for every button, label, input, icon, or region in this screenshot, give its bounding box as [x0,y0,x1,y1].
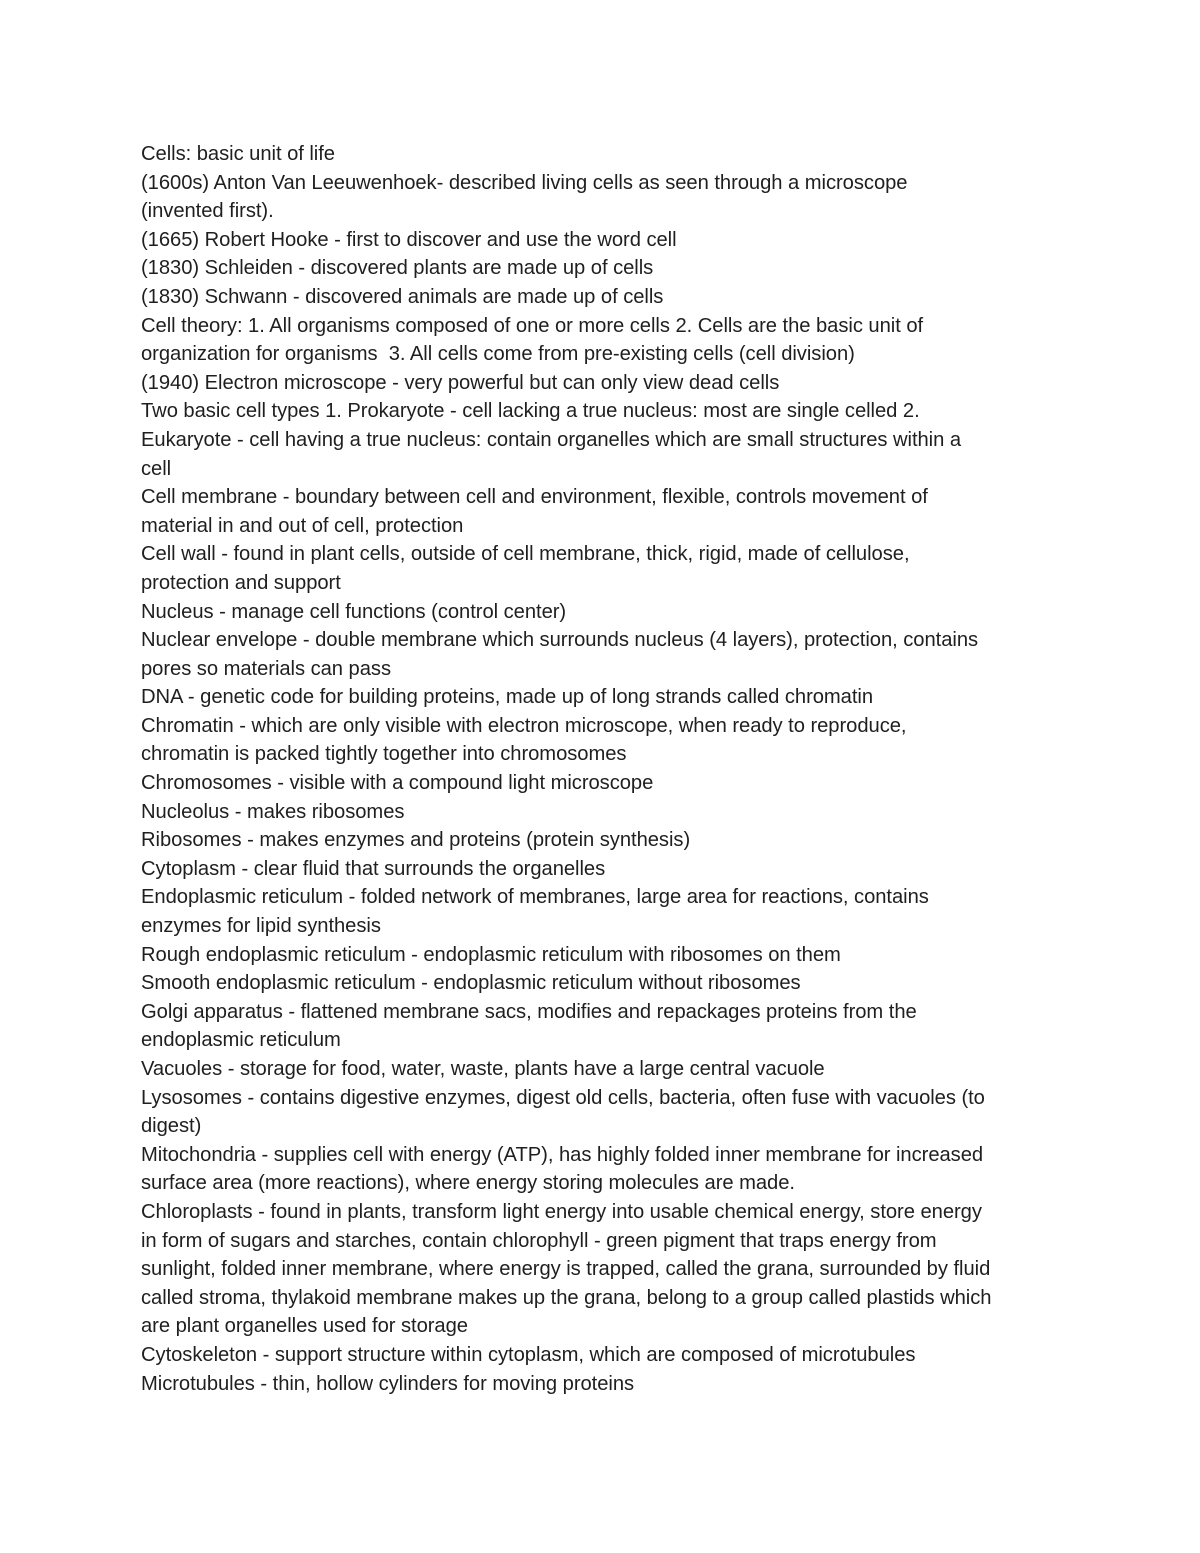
text-line: Cells: basic unit of life [141,143,335,165]
text-line: organization for organisms 3. All cells come from pre-existing cells (cell division) [141,343,855,366]
text-line: Ribosomes - makes enzymes and proteins (protein synthesis) [141,829,691,852]
text-line: Chromosomes - visible with a compound light microscope [141,772,654,795]
text-line: Lysosomes - contains digestive enzymes, digest old cells, bacteria, often fuse with vacuoles (to [141,1086,985,1109]
text-line: Nucleus - manage cell functions (control center) [141,600,567,623]
text-line: protection and support [141,571,341,594]
text-line: enzymes for lipid synthesis [141,915,381,938]
text-line: Smooth endoplasmic reticulum - endoplasmic reticulum without ribosomes [141,972,801,995]
text-line: (1830) Schleiden - discovered plants are made up of cells [141,257,654,280]
text-line: Cell wall - found in plant cells, outside of cell membrane, thick, rigid, made of cellulose, [141,543,910,566]
text-line: Nuclear envelope - double membrane which surrounds nucleus (4 layers), protection, contains [141,629,979,652]
text-line: Rough endoplasmic reticulum - endoplasmic reticulum with ribosomes on them [141,943,841,966]
text-line: Cytoskeleton - support structure within cytoplasm, which are composed of microtubules [141,1343,916,1366]
text-line: Vacuoles - storage for food, water, waste, plants have a large central vacuole [141,1058,825,1080]
text-line: Golgi apparatus - flattened membrane sacs, modifies and repackages proteins from the [141,1000,917,1023]
text-line: (1665) Robert Hooke - first to discover and use the word cell [141,228,677,251]
text-line: surface area (more reactions), where energy storing molecules are made. [141,1172,795,1195]
text-line: material in and out of cell, protection [141,514,464,537]
text-line: Chloroplasts - found in plants, transform light energy into usable chemical energy, store energy [141,1200,982,1223]
text-line: Microtubules - thin, hollow cylinders for moving proteins [141,1372,635,1395]
document-body [141,140,1071,1398]
text-line: are plant organelles used for storage [141,1315,468,1338]
text-line: (1600s) Anton Van Leeuwenhoek- described living cells as seen through a microscope [141,171,908,194]
text-line: digest) [141,1115,202,1138]
text-line: Nucleolus - makes ribosomes [141,800,405,823]
text-line: Cytoplasm - clear fluid that surrounds the organelles [141,857,606,880]
text-line: Chromatin - which are only visible with electron microscope, when ready to reproduce, [141,714,907,737]
text-line: Mitochondria - supplies cell with energy (ATP), has highly folded inner membrane for increased [141,1143,984,1166]
text-line: Cell theory: 1. All organisms composed of one or more cells 2. Cells are the basic unit of [141,314,924,337]
text-line: chromatin is packed tightly together into chromosomes [141,743,627,766]
text-line: in form of sugars and starches, contain chlorophyll - green pigment that traps energy from [141,1229,937,1252]
text-line: (invented first). [141,200,274,223]
text-line: called stroma, thylakoid membrane makes up the grana, belong to a group called plastids which [141,1286,992,1309]
text-line: cell [141,457,172,480]
text-line: Endoplasmic reticulum - folded network of membranes, large area for reactions, contains [141,886,929,909]
text-line: Eukaryote - cell having a true nucleus: contain organelles which are small structures within a [141,428,962,451]
text-line: endoplasmic reticulum [141,1029,341,1052]
text-line: (1830) Schwann - discovered animals are made up of cells [141,285,664,308]
text-line: pores so materials can pass [141,657,391,680]
text-line: Cell membrane - boundary between cell and environment, flexible, controls movement of [141,486,928,509]
text-line: sunlight, folded inner membrane, where energy is trapped, called the grana, surrounded by fluid [141,1258,991,1281]
text-line: (1940) Electron microscope - very powerful but can only view dead cells [141,371,780,394]
text-line: DNA - genetic code for building proteins, made up of long strands called chromatin [141,686,874,709]
text-line: Two basic cell types 1. Prokaryote - cell lacking a true nucleus: most are single celled 2. [141,400,920,423]
